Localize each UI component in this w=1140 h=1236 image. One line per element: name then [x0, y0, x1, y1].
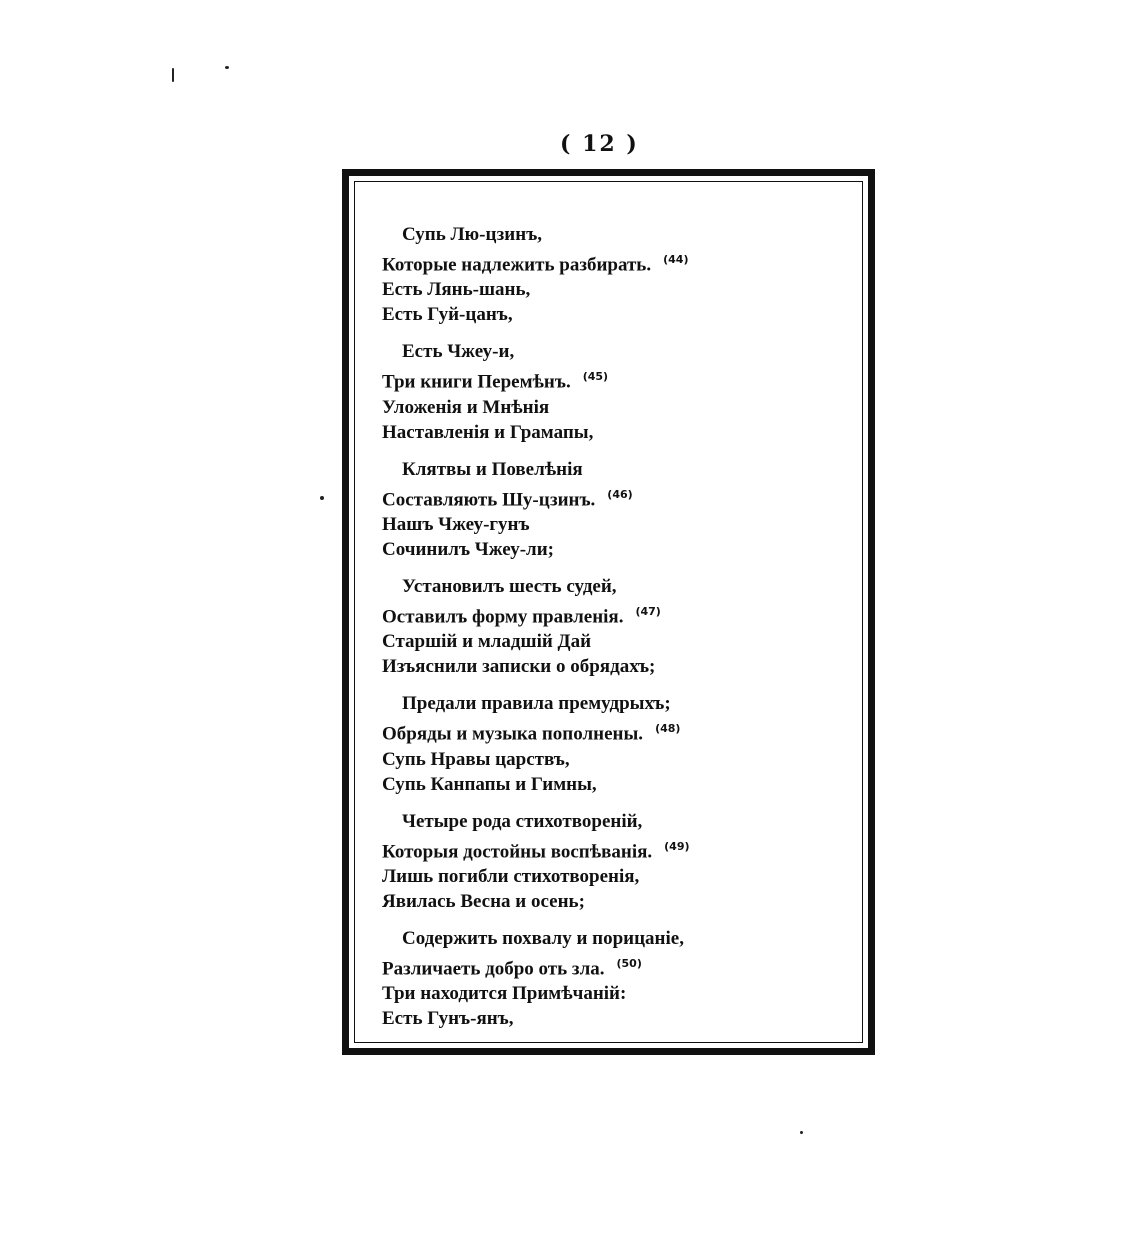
- poem-line-text: Супь Канпапы и Гимны,: [382, 773, 597, 795]
- poem-line-text: Содержить похвалу и порицаніе,: [402, 927, 684, 949]
- poem-line-text: Нашъ Чжеу-гунъ: [382, 513, 530, 535]
- poem-line-text: Есть Лянь-шань,: [382, 279, 531, 301]
- page-number: ( 12 ): [560, 131, 639, 157]
- poem-line-text: Супь Лю-цзинъ,: [402, 224, 543, 245]
- poem-line-text: Клятвы и Повелѣнія: [402, 458, 583, 480]
- poem-line: [382, 420, 852, 445]
- poem-line: [382, 302, 852, 327]
- poem-line: [382, 247, 852, 277]
- poem-line-text: Есть Гунъ-янъ,: [382, 1008, 514, 1030]
- footnote-marker: (50): [616, 956, 642, 970]
- scan-speck: [800, 1131, 803, 1134]
- poem-line-text: Старшій и младшій Дай: [382, 631, 592, 653]
- poem-line-text: Три книги Перемѣнъ.: [382, 371, 571, 393]
- poem-line: [382, 772, 852, 797]
- poem-line: [382, 629, 852, 654]
- poem-line-text: Изъяснили записки о обрядахъ;: [382, 656, 656, 678]
- poem-line: [382, 457, 852, 482]
- footnote-marker: (49): [664, 839, 690, 853]
- poem-line-text: Сочинилъ Чжеу-ли;: [382, 538, 554, 560]
- poem-line-text: Предали правила премудрыхъ;: [402, 693, 671, 715]
- poem-line: [382, 395, 852, 420]
- poem-line-text: Явилась Весна и осень;: [382, 890, 585, 912]
- poem-line-text: Три находится Примѣчаній:: [382, 983, 627, 1005]
- poem-line: [382, 222, 852, 247]
- poem-line: [382, 981, 852, 1006]
- stanza: [382, 574, 852, 679]
- poem-line: [382, 277, 852, 302]
- poem-line-text: Установилъ шесть судей,: [402, 575, 617, 597]
- poem-line-text: Есть Чжеу-и,: [402, 341, 515, 363]
- poem-line: [382, 537, 852, 562]
- poem-line-text: Обряды и музыка пополнены.: [382, 723, 644, 745]
- poem-line: [382, 864, 852, 889]
- footnote-marker: (46): [607, 487, 633, 501]
- poem-line: [382, 574, 852, 599]
- poem-line-text: Которые надлежить разбирать.: [382, 254, 652, 276]
- scan-speck: [225, 66, 229, 69]
- poem-line-text: Лишь погибли стихотворенія,: [382, 865, 640, 887]
- poem-line: [382, 1006, 852, 1031]
- scan-speck: [172, 68, 174, 82]
- poem-line: [382, 482, 852, 512]
- poem-line: [382, 716, 852, 746]
- stanza: [382, 691, 852, 796]
- poem-line-text: Наставленія и Грамапы,: [382, 421, 594, 443]
- poem-line: [382, 834, 852, 864]
- footnote-marker: (47): [635, 604, 661, 618]
- poem-line-text: Оставилъ форму правленія.: [382, 606, 624, 628]
- poem-line-text: Уложенія и Мнѣнія: [382, 396, 550, 418]
- stanza: [382, 339, 852, 444]
- poem-line: [382, 926, 852, 951]
- poem-line-text: Которыя достойны воспѣванія.: [382, 840, 653, 862]
- poem-line-text: Составляють Шу-цзинъ.: [382, 488, 596, 510]
- page-border: [342, 169, 875, 1055]
- poem-line: [382, 512, 852, 537]
- poem-line: [382, 809, 852, 834]
- poem-line-text: Есть Гуй-цанъ,: [382, 304, 513, 326]
- footnote-marker: (44): [663, 253, 689, 266]
- poem-line: [382, 654, 852, 679]
- footnote-marker: (45): [582, 370, 609, 384]
- poem-line: [382, 889, 852, 914]
- poem-line: [382, 599, 852, 629]
- poem-line-text: Различаеть добро оть зла.: [382, 958, 605, 980]
- poem-line: [382, 691, 852, 716]
- footnote-marker: (48): [655, 722, 681, 736]
- stanza: [382, 809, 852, 914]
- stanza: [382, 222, 852, 327]
- scan-speck: [320, 496, 324, 500]
- poem-line-text: Четыре рода стихотвореній,: [402, 810, 643, 832]
- poem-line: [382, 747, 852, 772]
- stanza: [382, 926, 852, 1031]
- poem-line: [382, 951, 852, 981]
- poem-line: [382, 339, 852, 364]
- poem-line: [382, 364, 852, 394]
- stanza: [382, 457, 852, 562]
- poem-text: [382, 222, 852, 1043]
- poem-line-text: Супь Нравы царствъ,: [382, 748, 570, 770]
